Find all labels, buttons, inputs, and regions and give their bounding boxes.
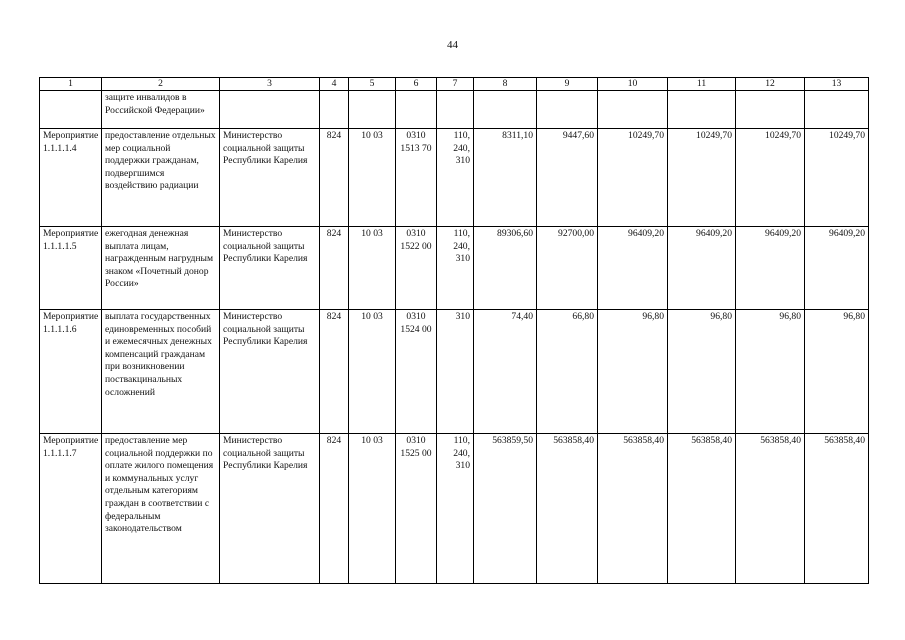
section-cell: 10 03 (349, 129, 396, 227)
value-cell: 96409,20 (598, 227, 668, 310)
value-cell: 8311,10 (474, 129, 537, 227)
value-cell: 10249,70 (598, 129, 668, 227)
value-cell: 563858,40 (805, 434, 869, 584)
value-cell: 563858,40 (736, 434, 805, 584)
column-header: 13 (805, 78, 869, 91)
value-cell (736, 91, 805, 129)
ministry-cell: Министерство социальной защиты Республики Карелия (220, 129, 320, 227)
code-cell: 824 (320, 434, 349, 584)
value-cell: 10249,70 (736, 129, 805, 227)
value-cell: 563858,40 (598, 434, 668, 584)
value-cell: 563859,50 (474, 434, 537, 584)
value-cell (668, 91, 736, 129)
value-cell: 89306,60 (474, 227, 537, 310)
value-cell: 96409,20 (668, 227, 736, 310)
ministry-cell: Министерство социальной защиты Республики Карелия (220, 434, 320, 584)
column-header: 11 (668, 78, 736, 91)
value-cell (537, 91, 598, 129)
value-cell: 96,80 (805, 310, 869, 434)
measure-cell: Мероприятие 1.1.1.1.4 (40, 129, 102, 227)
description-cell: предоставление отдельных мер социальной поддержки гражданам, подвергшимся воздействию радиации (102, 129, 220, 227)
expense-type-cell (437, 91, 474, 129)
column-header: 5 (349, 78, 396, 91)
table-row (40, 434, 869, 584)
column-header: 3 (220, 78, 320, 91)
table-header (40, 78, 869, 91)
value-cell: 563858,40 (668, 434, 736, 584)
table-row (40, 91, 869, 129)
value-cell: 10249,70 (805, 129, 869, 227)
value-cell: 10249,70 (668, 129, 736, 227)
column-header: 7 (437, 78, 474, 91)
table-row (40, 227, 869, 310)
ministry-cell (220, 91, 320, 129)
budget-table (39, 77, 869, 584)
value-cell: 96,80 (736, 310, 805, 434)
value-cell: 96,80 (668, 310, 736, 434)
article-cell: 0310 1525 00 (396, 434, 437, 584)
column-header: 4 (320, 78, 349, 91)
table-row (40, 310, 869, 434)
column-header: 9 (537, 78, 598, 91)
section-cell: 10 03 (349, 227, 396, 310)
table-body (40, 91, 869, 584)
value-cell: 96,80 (598, 310, 668, 434)
article-cell: 0310 1524 00 (396, 310, 437, 434)
column-header: 6 (396, 78, 437, 91)
measure-cell (40, 91, 102, 129)
column-header: 2 (102, 78, 220, 91)
column-header: 10 (598, 78, 668, 91)
column-header: 8 (474, 78, 537, 91)
description-cell: выплата государственных единовременных пособий и ежемесячных денежных компенсаций гражданам при возникновении поствакцинальных осложнений (102, 310, 220, 434)
expense-type-cell: 110, 240, 310 (437, 227, 474, 310)
value-cell (598, 91, 668, 129)
description-cell: предоставление мер социальной поддержки по оплате жилого помещения и коммунальных услуг отдельным категориям граждан в соответствии с федеральным законодательством (102, 434, 220, 584)
code-cell: 824 (320, 129, 349, 227)
measure-cell: Мероприятие 1.1.1.1.6 (40, 310, 102, 434)
expense-type-cell: 110, 240, 310 (437, 129, 474, 227)
section-cell: 10 03 (349, 434, 396, 584)
value-cell: 9447,60 (537, 129, 598, 227)
ministry-cell: Министерство социальной защиты Республики Карелия (220, 310, 320, 434)
description-cell: ежегодная денежная выплата лицам, награжденным нагрудным знаком «Почетный донор России» (102, 227, 220, 310)
expense-type-cell: 310 (437, 310, 474, 434)
section-cell: 10 03 (349, 310, 396, 434)
article-cell (396, 91, 437, 129)
code-cell: 824 (320, 227, 349, 310)
page-number: 44 (447, 39, 458, 51)
measure-cell: Мероприятие 1.1.1.1.7 (40, 434, 102, 584)
code-cell: 824 (320, 310, 349, 434)
section-cell (349, 91, 396, 129)
value-cell: 66,80 (537, 310, 598, 434)
expense-type-cell: 110, 240, 310 (437, 434, 474, 584)
description-cell: защите инвалидов в Российской Федерации» (102, 91, 220, 129)
value-cell (805, 91, 869, 129)
column-header: 12 (736, 78, 805, 91)
value-cell (474, 91, 537, 129)
header-row (40, 78, 869, 91)
article-cell: 0310 1522 00 (396, 227, 437, 310)
column-header: 1 (40, 78, 102, 91)
table-row (40, 129, 869, 227)
value-cell: 96409,20 (736, 227, 805, 310)
value-cell: 96409,20 (805, 227, 869, 310)
ministry-cell: Министерство социальной защиты Республики Карелия (220, 227, 320, 310)
value-cell: 74,40 (474, 310, 537, 434)
measure-cell: Мероприятие 1.1.1.1.5 (40, 227, 102, 310)
value-cell: 92700,00 (537, 227, 598, 310)
value-cell: 563858,40 (537, 434, 598, 584)
article-cell: 0310 1513 70 (396, 129, 437, 227)
code-cell (320, 91, 349, 129)
